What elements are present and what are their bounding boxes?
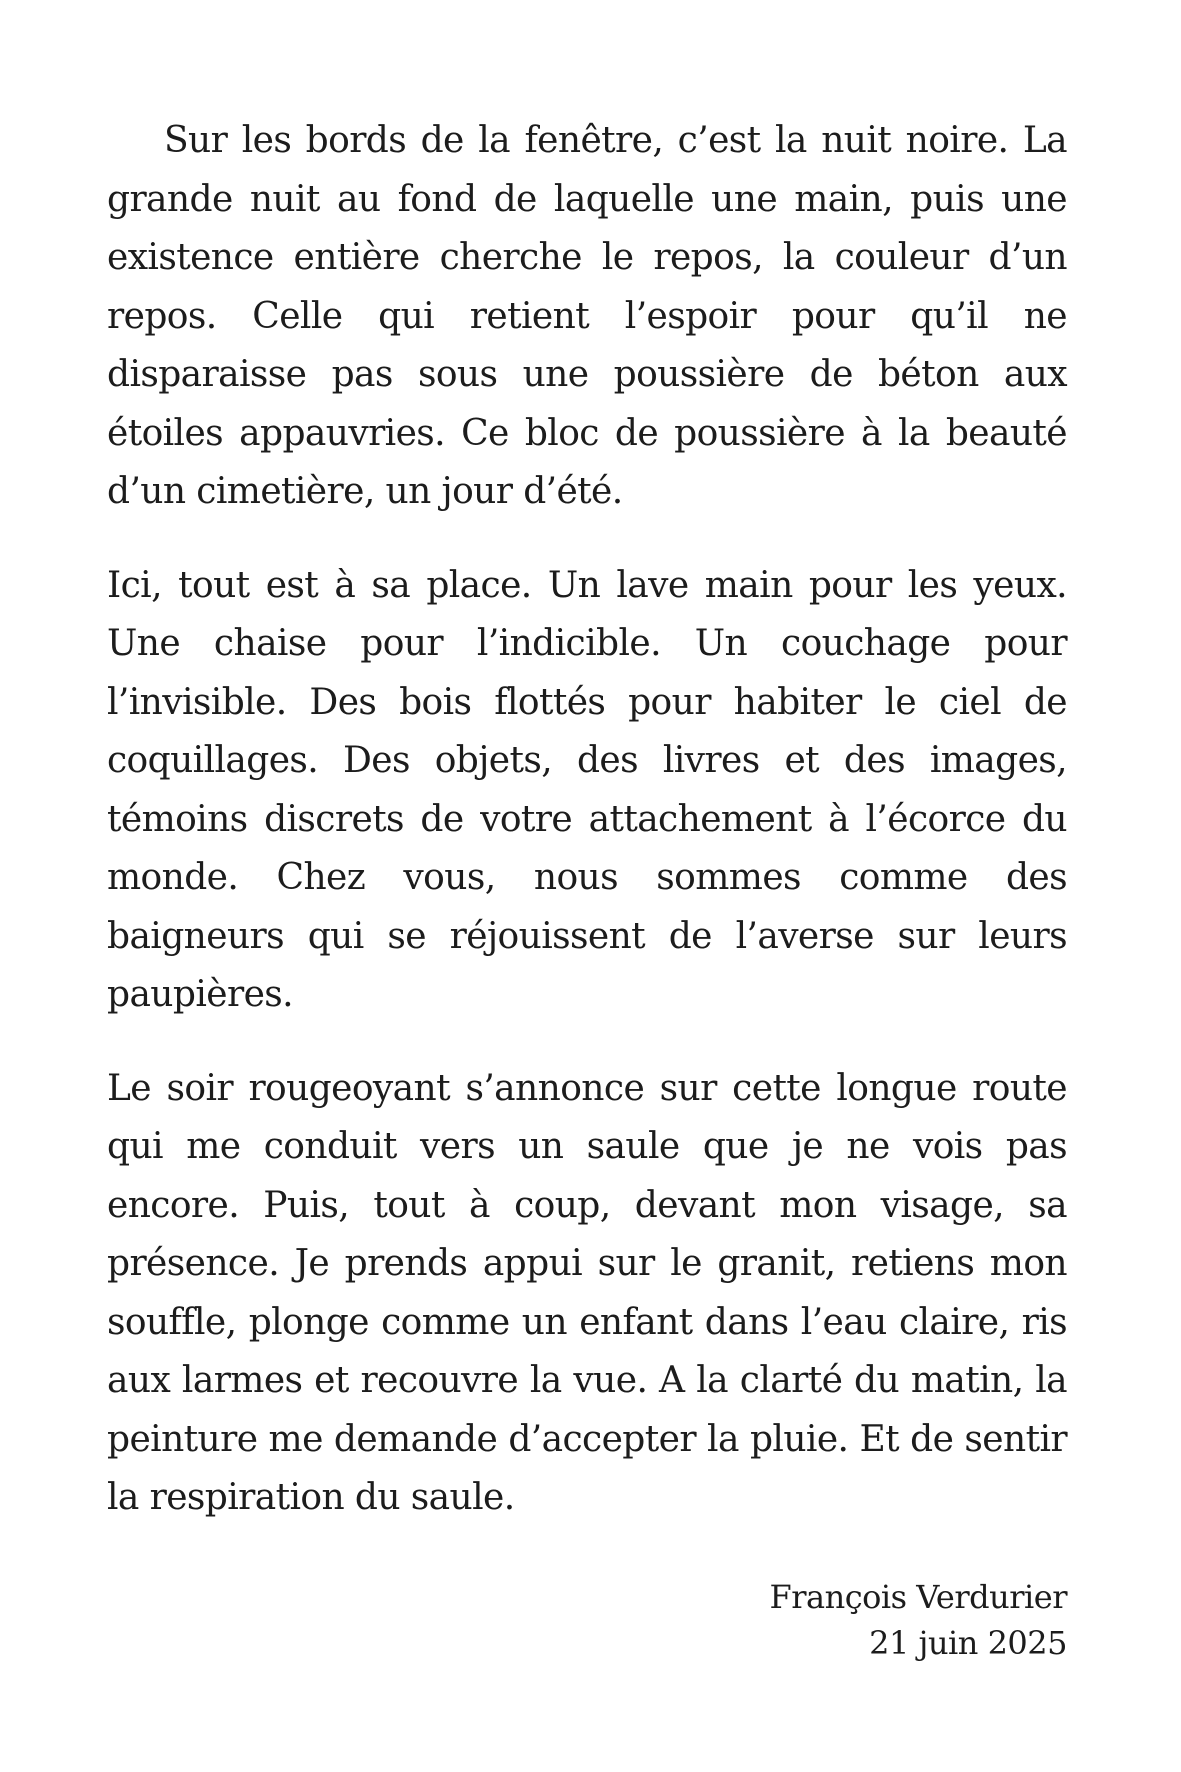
- signature-block: [107, 1574, 1067, 1666]
- paragraph-1: Sur les bords de la fenêtre, c’est la nuit noire. La grande nuit au fond de laquelle une main, puis une existence entière cherche le repos, la couleur d’un repos. Celle qui retient l’espoir pour qu’il ne disparaisse pas sous une poussière de béton aux étoiles appauvries. Ce bloc de poussière à la beauté d’un cimetière, un jour d’été.: [107, 120, 1067, 512]
- paragraph-3: Le soir rougeoyant s’annonce sur cette longue route qui me conduit vers un saule que je ne vois pas encore. Puis, tout à coup, devant mon visage, sa présence. Je prends appui sur le granit, retiens mon souffle, plonge comme un enfant dans l’eau claire, ris aux larmes et recouvre la vue. A la clarté du matin, la peinture me demande d’accepter la pluie. Et de sentir la respiration du saule.: [107, 1067, 1067, 1518]
- signature-date: 21 juin 2025: [869, 1623, 1067, 1662]
- signature-author: François Verdurier: [769, 1577, 1067, 1616]
- document-page: [107, 112, 1067, 1666]
- paragraph-2: Ici, tout est à sa place. Un lave main pour les yeux. Une chaise pour l’indicible. Un couchage pour l’invisible. Des bois flottés pour habiter le ciel de coquillages. Des objets, des livres et des images, témoins discrets de votre attachement à l’écorce du monde. Chez vous, nous sommes comme des baigneurs qui se réjouissent de l’averse sur leurs paupières.: [107, 564, 1067, 1015]
